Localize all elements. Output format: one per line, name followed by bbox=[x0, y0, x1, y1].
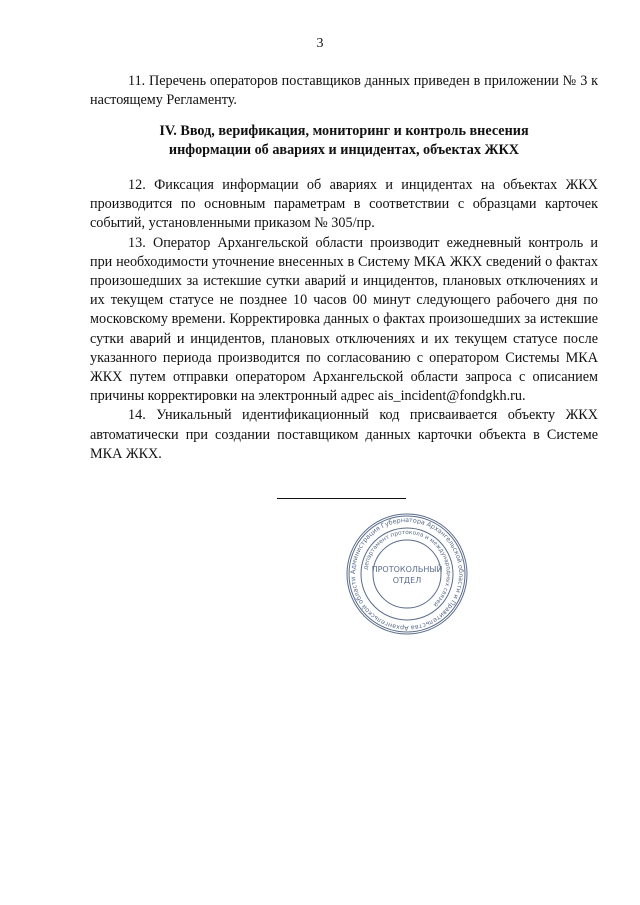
paragraph-11-block bbox=[90, 72, 598, 110]
stamp-outer-text: Администрация Губернатора Архангельской области и Правительства Архангельской области bbox=[348, 515, 466, 633]
section-title bbox=[90, 122, 598, 161]
section-title-line-2: информации об авариях и инцидентах, объектах ЖКХ bbox=[168, 142, 520, 159]
paragraph-14: 14. Уникальный идентификационный код присваивается объекту ЖКХ автоматически при создании поставщиком данных карточки объекта в Системе МКА ЖКХ. bbox=[90, 407, 598, 462]
stamp-center-line-2: ОТДЕЛ bbox=[392, 576, 422, 585]
page-number: 3 bbox=[316, 36, 324, 51]
end-divider-line bbox=[277, 498, 406, 499]
section-title-line-1: IV. Ввод, верификация, мониторинг и контроль внесения bbox=[159, 123, 529, 139]
stamp-seal-icon bbox=[345, 512, 469, 636]
protocol-department-stamp bbox=[345, 512, 469, 636]
body-text bbox=[90, 176, 598, 464]
paragraph-12: 12. Фиксация информации об авариях и инцидентах на объектах ЖКХ производится по основным параметрам в соответствии с образцами карточек событий, установленными приказом № 305/пр. bbox=[90, 177, 598, 232]
stamp-inner-text: департамент протокола и международных связей bbox=[363, 529, 452, 608]
paragraph-13: 13. Оператор Архангельской области производит ежедневный контроль и при необходимости уточнение внесенных в Систему МКА ЖКХ сведений о фактах произошедших за истекшие сутки аварий и инцидентов, плановых отключениях и их текущем статусе не позднее 10 часов 00 минут следующего рабочего дня по московскому времени. Корректировка данных о фактах произошедших за истекшие сутки аварий и инцидентов, плановых отключениях и их текущем статусе после указанного периода производится по согласованию с оператором Системы МКА ЖКХ путем отправки оператором Архангельской области запроса с описанием причины корректировки на электронный адрес ais_incident@fondgkh.ru. bbox=[90, 234, 598, 405]
paragraph-11: 11. Перечень операторов поставщиков данных приведен в приложении № 3 к настоящему Регламенту. bbox=[90, 73, 598, 109]
stamp-center-line-1: ПРОТОКОЛЬНЫЙ bbox=[371, 565, 443, 574]
